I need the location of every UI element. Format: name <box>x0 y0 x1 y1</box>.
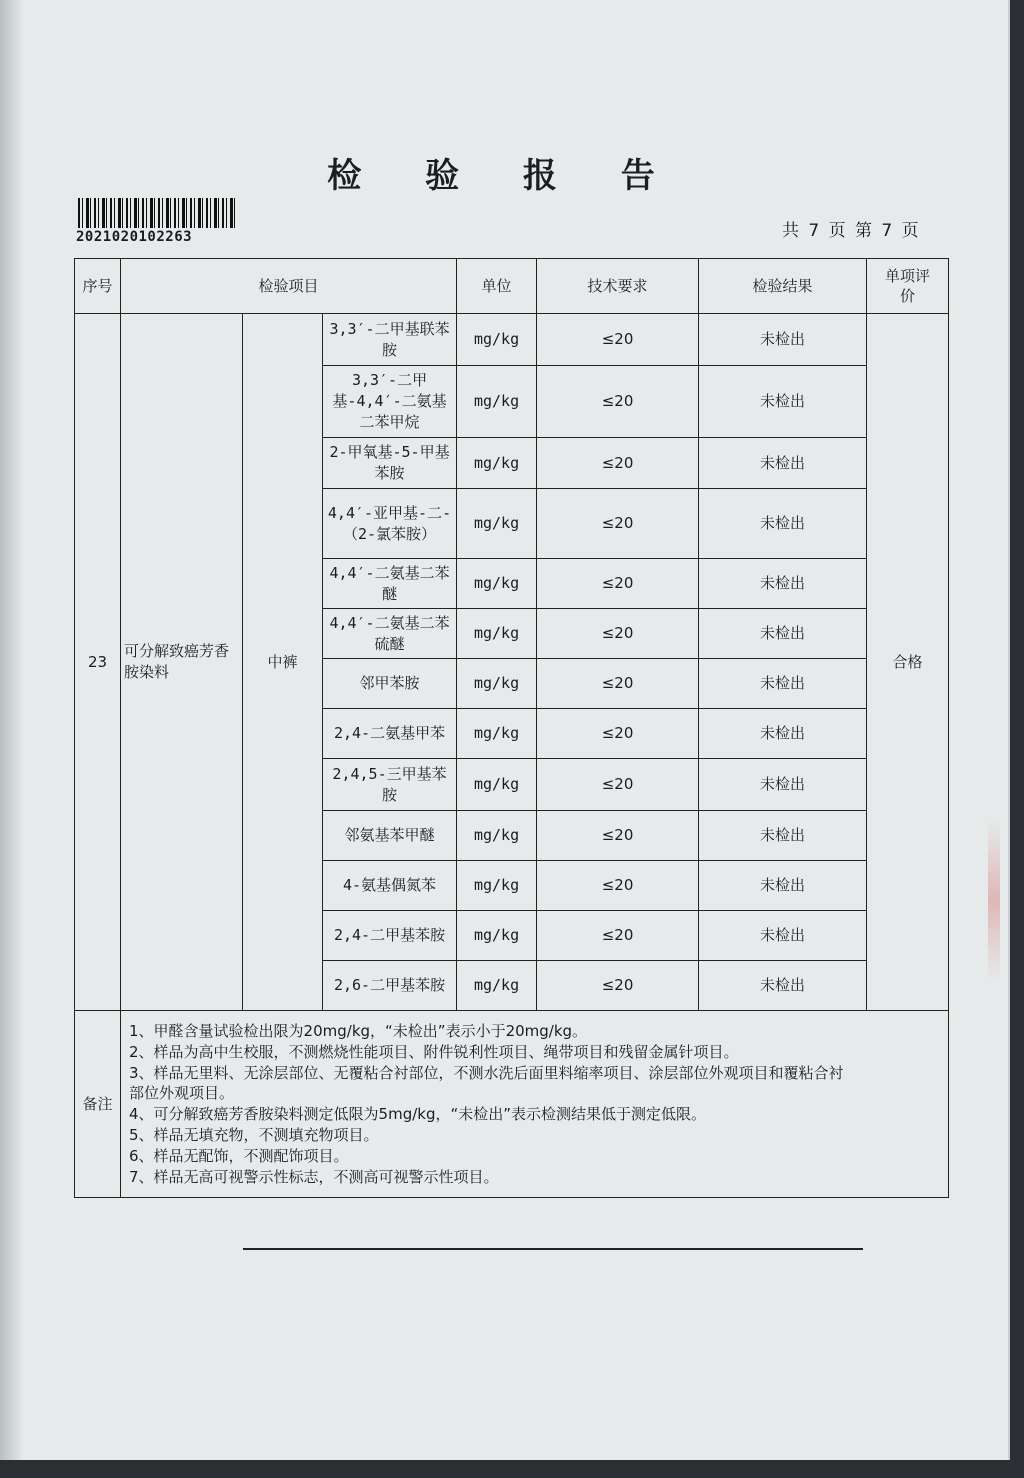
unit-cell: mg/kg <box>457 911 537 961</box>
requirement-cell: ≤20 <box>537 759 699 811</box>
requirement-cell: ≤20 <box>537 559 699 609</box>
substance-cell: 4,4′-二氨基二苯硫醚 <box>323 609 457 659</box>
notes-cell <box>121 1011 949 1198</box>
substance-cell: 4-氨基偶氮苯 <box>323 861 457 911</box>
seal-stamp <box>988 820 1000 980</box>
unit-cell: mg/kg <box>457 314 537 366</box>
requirement-cell: ≤20 <box>537 489 699 559</box>
result-cell: 未检出 <box>699 961 867 1011</box>
result-cell: 未检出 <box>699 559 867 609</box>
result-cell: 未检出 <box>699 366 867 438</box>
evaluation-cell: 合格 <box>867 314 949 1011</box>
requirement-cell: ≤20 <box>537 811 699 861</box>
unit-cell: mg/kg <box>457 438 537 489</box>
substance-cell: 邻甲苯胺 <box>323 659 457 709</box>
result-cell: 未检出 <box>699 811 867 861</box>
part-cell: 中裤 <box>243 314 323 1011</box>
note-line: 部位外观项目。 <box>129 1084 235 1103</box>
substance-cell: 2,6-二甲基苯胺 <box>323 961 457 1011</box>
result-cell: 未检出 <box>699 861 867 911</box>
item-name-cell: 可分解致癌芳香胺染料 <box>121 314 243 1011</box>
table-header-row <box>75 259 949 314</box>
inspection-table <box>74 258 949 1198</box>
header-requirement: 技术要求 <box>537 259 699 314</box>
substance-cell: 邻氨基苯甲醚 <box>323 811 457 861</box>
requirement-cell: ≤20 <box>537 609 699 659</box>
requirement-cell: ≤20 <box>537 709 699 759</box>
notes-label: 备注 <box>75 1011 121 1198</box>
substance-cell: 4,4′-二氨基二苯醚 <box>323 559 457 609</box>
substance-cell: 2,4-二甲基苯胺 <box>323 911 457 961</box>
requirement-cell: ≤20 <box>537 961 699 1011</box>
unit-cell: mg/kg <box>457 861 537 911</box>
unit-cell: mg/kg <box>457 759 537 811</box>
substance-cell: 2,4-二氨基甲苯 <box>323 709 457 759</box>
note-line: 5、样品无填充物，不测填充物项目。 <box>129 1125 379 1144</box>
page-indicator: 共 7 页 第 7 页 <box>782 221 921 241</box>
note-line: 7、样品无高可视警示性标志，不测高可视警示性项目。 <box>129 1167 499 1186</box>
result-cell: 未检出 <box>699 911 867 961</box>
requirement-cell: ≤20 <box>537 438 699 489</box>
result-cell: 未检出 <box>699 609 867 659</box>
requirement-cell: ≤20 <box>537 861 699 911</box>
unit-cell: mg/kg <box>457 659 537 709</box>
result-cell: 未检出 <box>699 759 867 811</box>
end-divider <box>243 1248 863 1250</box>
table-row <box>75 314 949 366</box>
substance-cell: 3,3′-二甲基联苯胺 <box>323 314 457 366</box>
note-line: 3、样品无里料、无涂层部位、无覆粘合衬部位，不测水洗后面里料缩率项目、涂层部位外观项目和覆粘合衬 <box>129 1063 844 1082</box>
unit-cell: mg/kg <box>457 489 537 559</box>
substance-cell: 2-甲氧基-5-甲基苯胺 <box>323 438 457 489</box>
result-cell: 未检出 <box>699 709 867 759</box>
unit-cell: mg/kg <box>457 559 537 609</box>
book-spine <box>0 0 22 1460</box>
substance-cell: 4,4′-亚甲基-二-（2-氯苯胺） <box>323 489 457 559</box>
header-result: 检验结果 <box>699 259 867 314</box>
header-unit: 单位 <box>457 259 537 314</box>
result-cell: 未检出 <box>699 489 867 559</box>
note-line: 6、样品无配饰，不测配饰项目。 <box>129 1146 349 1165</box>
unit-cell: mg/kg <box>457 366 537 438</box>
seq-cell: 23 <box>75 314 121 1011</box>
report-number: 2021020102263 <box>76 229 193 245</box>
header-evaluation: 单项评价 <box>867 259 949 314</box>
requirement-cell: ≤20 <box>537 366 699 438</box>
report-title: 检 验 报 告 <box>327 156 681 196</box>
requirement-cell: ≤20 <box>537 659 699 709</box>
note-line: 1、甲醛含量试验检出限为20mg/kg，“未检出”表示小于20mg/kg。 <box>129 1022 588 1040</box>
header-seq: 序号 <box>75 259 121 314</box>
unit-cell: mg/kg <box>457 709 537 759</box>
header-item: 检验项目 <box>121 259 457 314</box>
requirement-cell: ≤20 <box>537 911 699 961</box>
result-cell: 未检出 <box>699 314 867 366</box>
barcode-icon <box>78 198 238 228</box>
notes-row <box>75 1011 949 1198</box>
result-cell: 未检出 <box>699 438 867 489</box>
note-line: 2、样品为高中生校服，不测燃烧性能项目、附件锐利性项目、绳带项目和残留金属针项目。 <box>129 1042 739 1061</box>
substance-cell: 2,4,5-三甲基苯胺 <box>323 759 457 811</box>
unit-cell: mg/kg <box>457 961 537 1011</box>
substance-cell: 3,3′-二甲基-4,4′-二氨基二苯甲烷 <box>323 366 457 438</box>
note-line: 4、可分解致癌芳香胺染料测定低限为5mg/kg，“未检出”表示检测结果低于测定低限。 <box>129 1105 707 1124</box>
requirement-cell: ≤20 <box>537 314 699 366</box>
unit-cell: mg/kg <box>457 609 537 659</box>
unit-cell: mg/kg <box>457 811 537 861</box>
result-cell: 未检出 <box>699 659 867 709</box>
